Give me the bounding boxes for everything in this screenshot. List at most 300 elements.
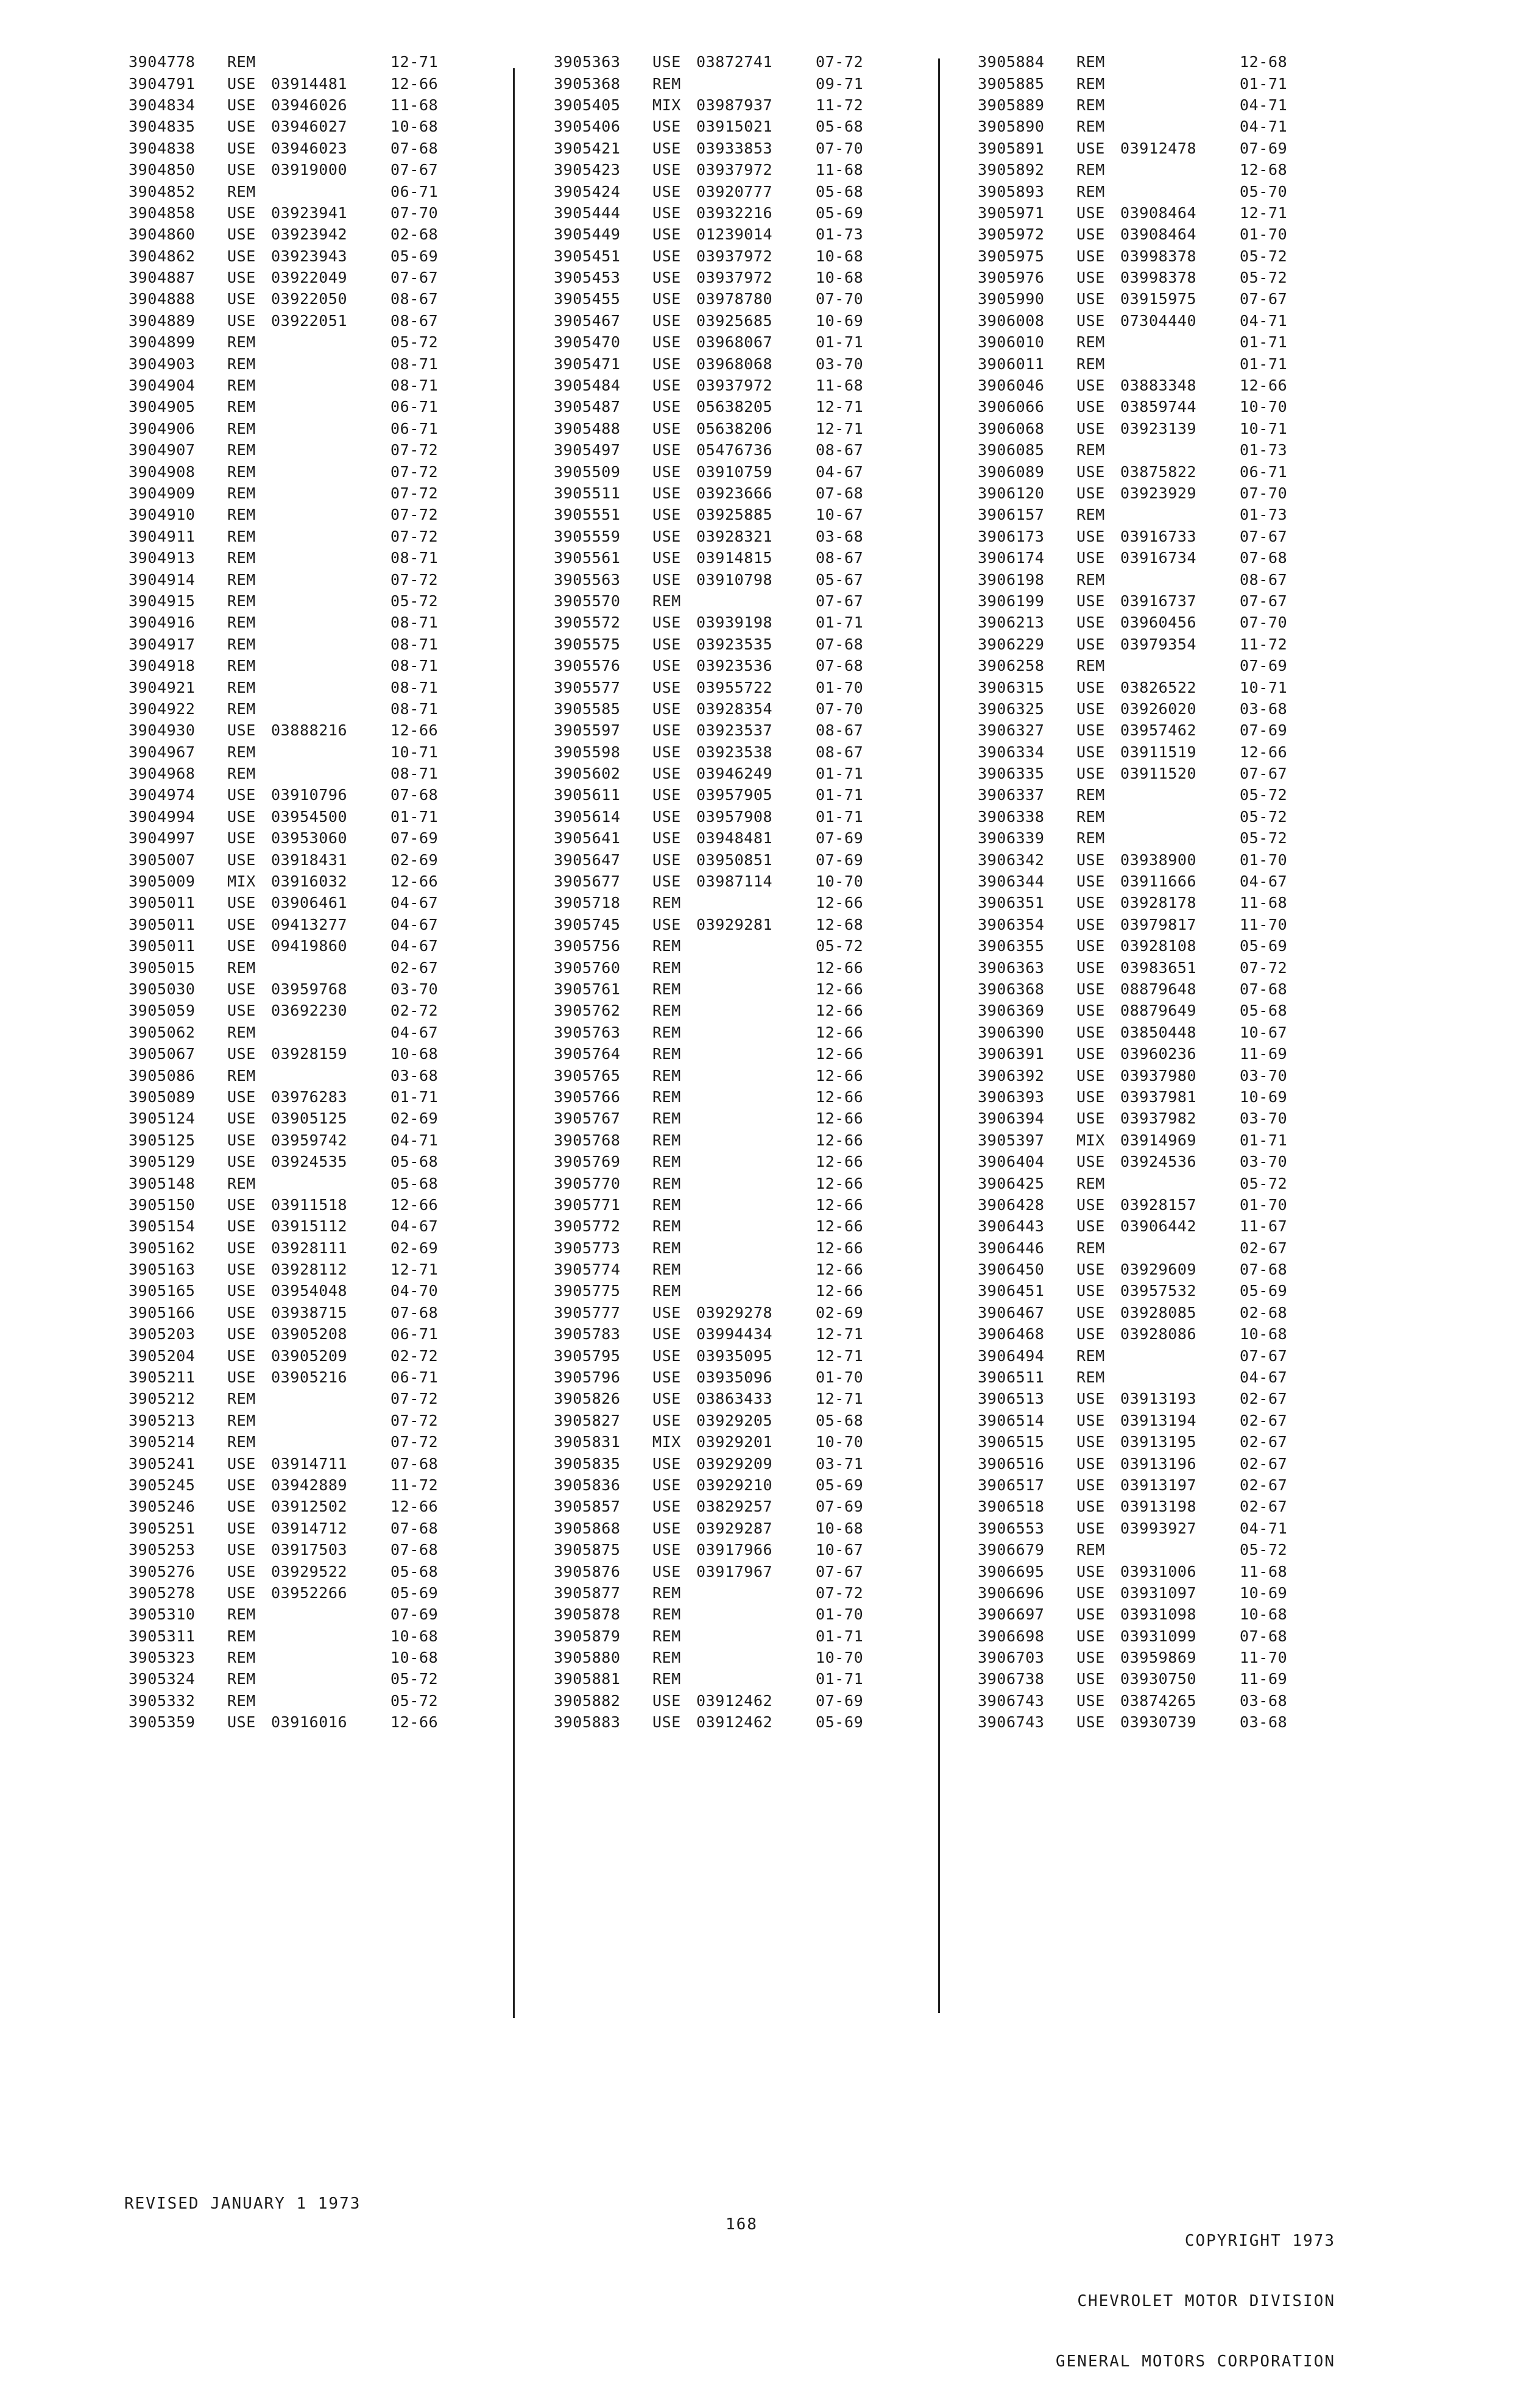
- replacement-part-number: 03911520: [1120, 765, 1197, 783]
- part-row: [129, 1518, 518, 1539]
- revised-date: REVISED JANUARY 1 1973: [124, 2195, 361, 2213]
- disposition-code: USE: [652, 1303, 681, 1322]
- part-row: [554, 698, 944, 720]
- replacement-part-number: 03937972: [696, 377, 773, 395]
- part-row: [129, 590, 518, 612]
- part-number: 3905125: [129, 1131, 196, 1149]
- replacement-part-number: 03888216: [271, 721, 348, 740]
- part-number: 3905405: [554, 96, 621, 114]
- part-number: 3905868: [554, 1519, 621, 1537]
- effective-date: 04-67: [390, 1023, 439, 1041]
- replacement-part-number: 03928178: [1120, 894, 1197, 912]
- part-number: 3905124: [129, 1109, 196, 1128]
- part-number: 3904852: [129, 182, 196, 200]
- disposition-code: USE: [652, 1346, 681, 1365]
- disposition-code: USE: [1076, 1433, 1105, 1451]
- disposition-code: USE: [227, 786, 256, 804]
- effective-date: 11-70: [1240, 1649, 1288, 1667]
- replacement-part-number: 03928157: [1120, 1195, 1197, 1214]
- replacement-part-number: 03933853: [696, 139, 773, 157]
- effective-date: 12-66: [816, 1088, 864, 1106]
- part-number: 3905756: [554, 937, 621, 955]
- part-row: [978, 504, 1368, 525]
- part-number: 3905611: [554, 786, 621, 804]
- part-number: 3905570: [554, 592, 621, 610]
- effective-date: 10-67: [816, 1541, 864, 1559]
- part-row: [978, 871, 1368, 892]
- part-number: 3906010: [978, 333, 1045, 352]
- part-row: [129, 51, 518, 73]
- part-number: 3905760: [554, 958, 621, 977]
- part-row: [978, 1410, 1368, 1431]
- replacement-part-number: 03918431: [271, 851, 348, 869]
- part-row: [554, 1000, 944, 1021]
- part-row: [978, 978, 1368, 1000]
- effective-date: 10-69: [1240, 1583, 1288, 1602]
- effective-date: 01-71: [816, 614, 864, 632]
- replacement-part-number: 03922051: [271, 311, 348, 330]
- disposition-code: MIX: [1076, 1131, 1105, 1149]
- disposition-code: USE: [652, 53, 681, 71]
- part-number: 3904994: [129, 807, 196, 826]
- part-row: [978, 1367, 1368, 1388]
- part-row: [129, 1367, 518, 1388]
- part-row: [554, 1108, 944, 1129]
- part-row: [978, 1647, 1368, 1668]
- part-number: 3905764: [554, 1045, 621, 1063]
- part-number: 3905770: [554, 1174, 621, 1192]
- part-row: [554, 1194, 944, 1215]
- part-row: [554, 526, 944, 547]
- part-row: [554, 1560, 944, 1582]
- part-row: [554, 1626, 944, 1647]
- effective-date: 07-67: [1240, 290, 1288, 308]
- disposition-code: USE: [652, 269, 681, 287]
- part-row: [554, 483, 944, 504]
- part-number: 3905777: [554, 1303, 621, 1322]
- part-row: [978, 720, 1368, 741]
- part-number: 3905166: [129, 1303, 196, 1322]
- effective-date: 05-72: [816, 937, 864, 955]
- effective-date: 11-68: [1240, 894, 1288, 912]
- part-number: 3905397: [978, 1131, 1045, 1149]
- replacement-part-number: 03960456: [1120, 614, 1197, 632]
- part-number: 3906354: [978, 915, 1045, 933]
- effective-date: 01-73: [1240, 441, 1288, 459]
- disposition-code: USE: [227, 1131, 256, 1149]
- effective-date: 06-71: [390, 1368, 439, 1387]
- part-number: 3904913: [129, 549, 196, 567]
- effective-date: 11-72: [816, 96, 864, 114]
- part-row: [978, 1000, 1368, 1021]
- disposition-code: REM: [227, 419, 256, 437]
- effective-date: 08-67: [816, 549, 864, 567]
- part-number: 3905796: [554, 1368, 621, 1387]
- effective-date: 05-68: [390, 1562, 439, 1580]
- part-number: 3905204: [129, 1346, 196, 1365]
- effective-date: 12-66: [390, 721, 439, 740]
- disposition-code: USE: [652, 743, 681, 761]
- part-number: 3904778: [129, 53, 196, 71]
- replacement-part-number: 03929201: [696, 1433, 773, 1451]
- part-number: 3905253: [129, 1541, 196, 1559]
- effective-date: 05-72: [1240, 1541, 1288, 1559]
- effective-date: 05-72: [390, 1691, 439, 1710]
- parts-column-1: [129, 51, 518, 1733]
- disposition-code: REM: [227, 549, 256, 567]
- part-row: [129, 461, 518, 482]
- disposition-code: USE: [652, 1691, 681, 1710]
- part-row: [129, 1130, 518, 1151]
- effective-date: 12-66: [390, 1713, 439, 1732]
- part-number: 3905551: [554, 506, 621, 524]
- effective-date: 03-71: [816, 1454, 864, 1473]
- disposition-code: USE: [227, 894, 256, 912]
- part-number: 3906697: [978, 1605, 1045, 1624]
- part-row: [554, 1086, 944, 1108]
- part-number: 3906368: [978, 980, 1045, 998]
- replacement-part-number: 03911666: [1120, 872, 1197, 891]
- part-row: [129, 1151, 518, 1172]
- effective-date: 08-71: [390, 678, 439, 696]
- part-number: 3906446: [978, 1239, 1045, 1257]
- part-row: [129, 1647, 518, 1668]
- effective-date: 05-69: [390, 1583, 439, 1602]
- part-number: 3905775: [554, 1282, 621, 1300]
- part-number: 3906404: [978, 1153, 1045, 1171]
- part-row: [978, 138, 1368, 159]
- part-row: [554, 1237, 944, 1258]
- part-row: [978, 1626, 1368, 1647]
- part-row: [129, 1172, 518, 1194]
- replacement-part-number: 03924536: [1120, 1153, 1197, 1171]
- part-number: 3906698: [978, 1627, 1045, 1645]
- part-row: [129, 1043, 518, 1064]
- disposition-code: USE: [652, 484, 681, 502]
- disposition-code: USE: [1076, 1476, 1105, 1494]
- part-row: [554, 957, 944, 978]
- part-number: 3905453: [554, 269, 621, 287]
- effective-date: 07-68: [390, 139, 439, 157]
- replacement-part-number: 03938900: [1120, 851, 1197, 869]
- disposition-code: USE: [227, 1153, 256, 1171]
- disposition-code: USE: [652, 1325, 681, 1343]
- replacement-part-number: 03957462: [1120, 721, 1197, 740]
- disposition-code: REM: [227, 1670, 256, 1688]
- effective-date: 05-68: [816, 118, 864, 136]
- replacement-part-number: 03978780: [696, 290, 773, 308]
- part-row: [129, 914, 518, 935]
- part-number: 3905323: [129, 1649, 196, 1667]
- effective-date: 02-68: [1240, 1303, 1288, 1322]
- replacement-part-number: 03923139: [1120, 419, 1197, 437]
- part-row: [978, 526, 1368, 547]
- disposition-code: USE: [652, 225, 681, 244]
- part-row: [978, 698, 1368, 720]
- disposition-code: REM: [227, 1627, 256, 1645]
- disposition-code: REM: [1076, 1239, 1105, 1257]
- effective-date: 11-72: [390, 1476, 439, 1494]
- effective-date: 02-67: [390, 958, 439, 977]
- disposition-code: USE: [1076, 1649, 1105, 1667]
- effective-date: 07-69: [1240, 721, 1288, 740]
- effective-date: 12-66: [1240, 743, 1288, 761]
- disposition-code: USE: [1076, 203, 1105, 222]
- replacement-part-number: 03919000: [271, 161, 348, 179]
- replacement-part-number: 03872741: [696, 53, 773, 71]
- part-row: [554, 51, 944, 73]
- part-row: [978, 827, 1368, 849]
- replacement-part-number: 03923538: [696, 743, 773, 761]
- part-number: 3905211: [129, 1368, 196, 1387]
- part-row: [554, 806, 944, 827]
- replacement-part-number: 03925685: [696, 311, 773, 330]
- part-row: [129, 1345, 518, 1366]
- part-number: 3904917: [129, 635, 196, 653]
- part-number: 3904899: [129, 333, 196, 352]
- replacement-part-number: 03908464: [1120, 203, 1197, 222]
- disposition-code: USE: [227, 829, 256, 847]
- effective-date: 01-71: [816, 1670, 864, 1688]
- part-row: [978, 1690, 1368, 1711]
- disposition-code: USE: [652, 203, 681, 222]
- part-number: 3905879: [554, 1627, 621, 1645]
- part-row: [554, 1323, 944, 1345]
- part-row: [129, 116, 518, 137]
- part-number: 3905559: [554, 527, 621, 545]
- part-row: [554, 1431, 944, 1453]
- part-number: 3905885: [978, 74, 1045, 93]
- effective-date: 10-70: [816, 872, 864, 891]
- effective-date: 05-72: [1240, 1174, 1288, 1192]
- replacement-part-number: 03908464: [1120, 225, 1197, 244]
- disposition-code: USE: [1076, 1282, 1105, 1300]
- replacement-part-number: 03915975: [1120, 290, 1197, 308]
- disposition-code: REM: [227, 635, 256, 653]
- part-number: 3904914: [129, 570, 196, 589]
- replacement-part-number: 03929281: [696, 915, 773, 933]
- disposition-code: REM: [652, 1282, 681, 1300]
- part-number: 3905572: [554, 614, 621, 632]
- effective-date: 07-69: [390, 829, 439, 847]
- replacement-part-number: 03929209: [696, 1454, 773, 1473]
- part-number: 3906011: [978, 355, 1045, 373]
- part-number: 3905883: [554, 1713, 621, 1732]
- effective-date: 07-72: [390, 1433, 439, 1451]
- effective-date: 01-71: [1240, 355, 1288, 373]
- replacement-part-number: 03923666: [696, 484, 773, 502]
- part-row: [554, 914, 944, 935]
- part-number: 3906468: [978, 1325, 1045, 1343]
- disposition-code: USE: [1076, 484, 1105, 502]
- effective-date: 01-70: [816, 1368, 864, 1387]
- part-row: [978, 1172, 1368, 1194]
- part-number: 3904968: [129, 765, 196, 783]
- effective-date: 07-67: [390, 161, 439, 179]
- part-number: 3905563: [554, 570, 621, 589]
- effective-date: 03-70: [816, 355, 864, 373]
- part-number: 3906338: [978, 807, 1045, 826]
- disposition-code: USE: [227, 915, 256, 933]
- part-row: [129, 935, 518, 957]
- effective-date: 07-72: [1240, 958, 1288, 977]
- disposition-code: REM: [227, 743, 256, 761]
- part-row: [554, 655, 944, 676]
- part-row: [129, 1560, 518, 1582]
- disposition-code: USE: [1076, 1217, 1105, 1236]
- part-number: 3905467: [554, 311, 621, 330]
- disposition-code: USE: [652, 1713, 681, 1732]
- effective-date: 01-70: [816, 678, 864, 696]
- effective-date: 03-68: [1240, 1691, 1288, 1710]
- disposition-code: MIX: [652, 1433, 681, 1451]
- part-number: 3905241: [129, 1454, 196, 1473]
- replacement-part-number: 03960236: [1120, 1045, 1197, 1063]
- effective-date: 12-68: [816, 915, 864, 933]
- disposition-code: REM: [227, 678, 256, 696]
- disposition-code: USE: [1076, 1390, 1105, 1408]
- part-number: 3904904: [129, 377, 196, 395]
- effective-date: 04-71: [1240, 311, 1288, 330]
- effective-date: 12-68: [1240, 161, 1288, 179]
- disposition-code: USE: [1076, 139, 1105, 157]
- part-number: 3906390: [978, 1023, 1045, 1041]
- part-row: [129, 439, 518, 461]
- part-number: 3905007: [129, 851, 196, 869]
- part-row: [554, 1345, 944, 1366]
- part-number: 3905561: [554, 549, 621, 567]
- replacement-part-number: 03976283: [271, 1088, 348, 1106]
- part-row: [554, 1711, 944, 1733]
- replacement-part-number: 03937972: [696, 269, 773, 287]
- disposition-code: REM: [227, 506, 256, 524]
- effective-date: 02-67: [1240, 1433, 1288, 1451]
- disposition-code: USE: [1076, 1195, 1105, 1214]
- effective-date: 12-71: [816, 1325, 864, 1343]
- part-row: [978, 1108, 1368, 1129]
- disposition-code: REM: [1076, 657, 1105, 675]
- part-number: 3905086: [129, 1066, 196, 1085]
- part-row: [554, 116, 944, 137]
- part-row: [978, 849, 1368, 870]
- part-row: [554, 180, 944, 202]
- part-number: 3905836: [554, 1476, 621, 1494]
- disposition-code: REM: [652, 1131, 681, 1149]
- part-number: 3906258: [978, 657, 1045, 675]
- effective-date: 07-72: [390, 484, 439, 502]
- part-number: 3906451: [978, 1282, 1045, 1300]
- effective-date: 05-70: [1240, 182, 1288, 200]
- part-row: [978, 159, 1368, 180]
- part-number: 3906085: [978, 441, 1045, 459]
- part-number: 3906046: [978, 377, 1045, 395]
- replacement-part-number: 03939198: [696, 614, 773, 632]
- part-row: [554, 634, 944, 655]
- part-row: [554, 159, 944, 180]
- effective-date: 12-66: [1240, 377, 1288, 395]
- part-row: [978, 957, 1368, 978]
- part-number: 3904922: [129, 699, 196, 718]
- disposition-code: USE: [1076, 1325, 1105, 1343]
- replacement-part-number: 03931006: [1120, 1562, 1197, 1580]
- replacement-part-number: 03935096: [696, 1368, 773, 1387]
- part-number: 3904916: [129, 614, 196, 632]
- replacement-part-number: 03916016: [271, 1713, 348, 1732]
- part-number: 3904915: [129, 592, 196, 610]
- part-row: [978, 1043, 1368, 1064]
- part-row: [978, 1086, 1368, 1108]
- disposition-code: USE: [1076, 1303, 1105, 1322]
- disposition-code: USE: [652, 1368, 681, 1387]
- part-number: 3905067: [129, 1045, 196, 1063]
- effective-date: 07-69: [816, 851, 864, 869]
- part-row: [129, 1022, 518, 1043]
- part-row: [978, 1496, 1368, 1517]
- disposition-code: REM: [652, 1627, 681, 1645]
- replacement-part-number: 03968068: [696, 355, 773, 373]
- disposition-code: USE: [1076, 549, 1105, 567]
- disposition-code: USE: [227, 1195, 256, 1214]
- part-number: 3906467: [978, 1303, 1045, 1322]
- effective-date: 07-67: [816, 592, 864, 610]
- disposition-code: USE: [227, 1239, 256, 1257]
- part-row: [129, 202, 518, 224]
- disposition-code: REM: [1076, 1174, 1105, 1192]
- part-number: 3905577: [554, 678, 621, 696]
- part-number: 3905890: [978, 118, 1045, 136]
- disposition-code: REM: [227, 1691, 256, 1710]
- part-number: 3904862: [129, 247, 196, 265]
- replacement-part-number: 03925885: [696, 506, 773, 524]
- part-row: [129, 1323, 518, 1345]
- disposition-code: USE: [227, 1045, 256, 1063]
- replacement-part-number: 03914969: [1120, 1131, 1197, 1149]
- disposition-code: USE: [227, 1541, 256, 1559]
- disposition-code: REM: [652, 1045, 681, 1063]
- effective-date: 10-70: [1240, 398, 1288, 416]
- effective-date: 11-69: [1240, 1670, 1288, 1688]
- effective-date: 07-68: [816, 657, 864, 675]
- part-row: [129, 353, 518, 374]
- replacement-part-number: 03913197: [1120, 1476, 1197, 1494]
- effective-date: 07-72: [390, 1390, 439, 1408]
- replacement-part-number: 03998378: [1120, 247, 1197, 265]
- part-row: [978, 676, 1368, 698]
- part-number: 3906443: [978, 1217, 1045, 1236]
- part-number: 3905424: [554, 182, 621, 200]
- disposition-code: USE: [652, 807, 681, 826]
- part-row: [978, 1582, 1368, 1604]
- part-row: [554, 1215, 944, 1237]
- disposition-code: REM: [227, 1066, 256, 1085]
- disposition-code: USE: [652, 182, 681, 200]
- part-row: [129, 138, 518, 159]
- disposition-code: USE: [1076, 872, 1105, 891]
- part-row: [554, 1410, 944, 1431]
- effective-date: 04-71: [390, 1131, 439, 1149]
- part-number: 3905767: [554, 1109, 621, 1128]
- part-row: [129, 1259, 518, 1280]
- replacement-part-number: 03912462: [696, 1713, 773, 1732]
- effective-date: 08-67: [1240, 570, 1288, 589]
- disposition-code: REM: [227, 765, 256, 783]
- disposition-code: USE: [227, 1476, 256, 1494]
- effective-date: 06-71: [390, 182, 439, 200]
- disposition-code: USE: [652, 1519, 681, 1537]
- part-row: [978, 547, 1368, 568]
- part-row: [129, 655, 518, 676]
- part-number: 3905889: [978, 96, 1045, 114]
